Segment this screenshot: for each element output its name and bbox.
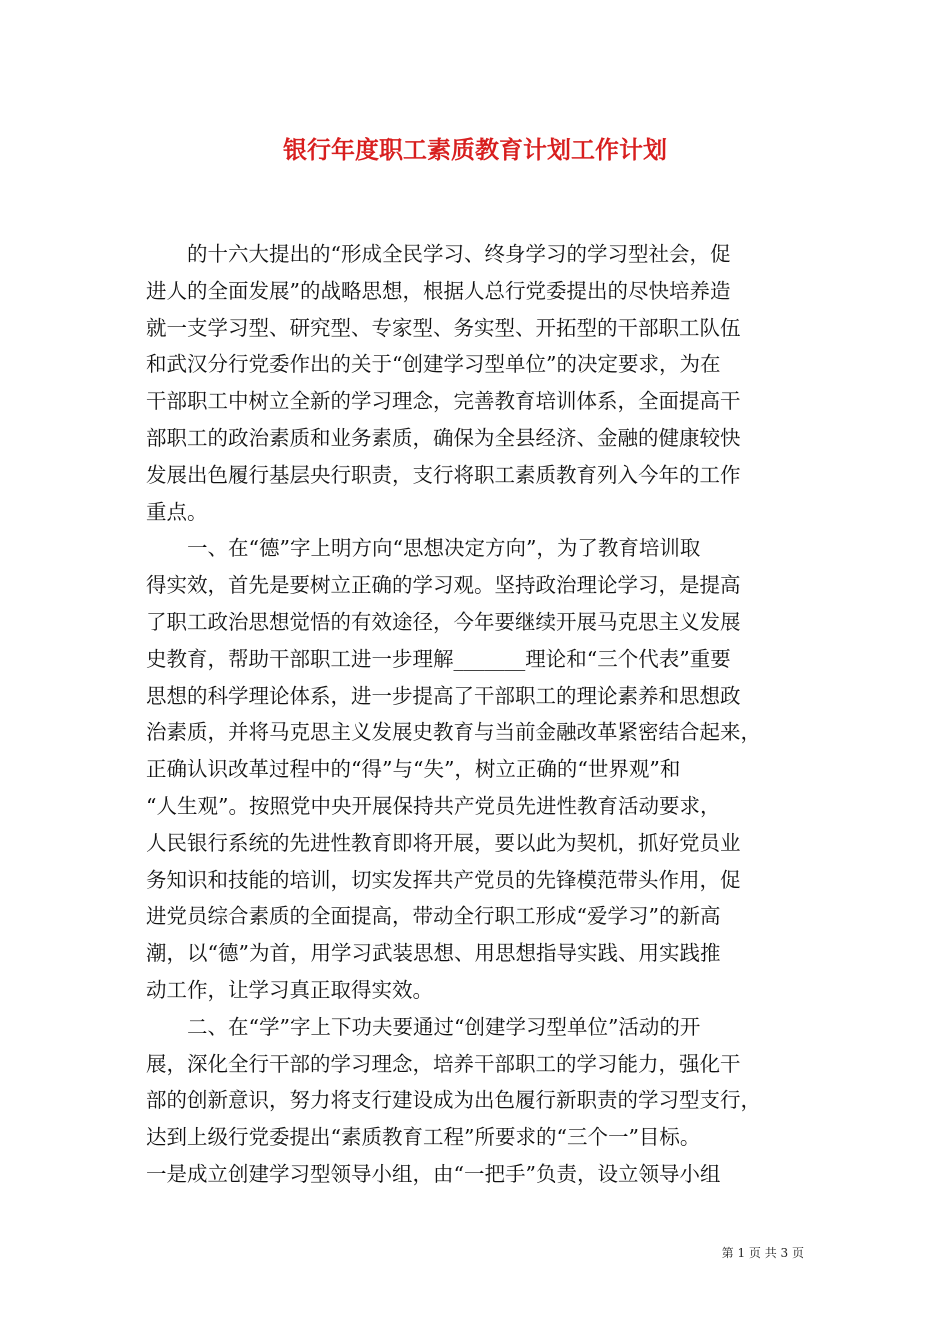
text-line: 就一支学习型、研究型、专家型、务实型、开拓型的干部职工队伍 xyxy=(146,315,741,340)
text-line: 务知识和技能的培训，切实发挥共产党员的先锋模范带头作用，促 xyxy=(146,867,741,892)
text-line: 治素质，并将马克思主义发展史教育与当前金融改革紧密结合起来， xyxy=(146,720,761,745)
text-line: 动工作，让学习真正取得实效。 xyxy=(146,977,433,1002)
text-line: 发展出色履行基层央行职责，支行将职工素质教育列入今年的工作 xyxy=(146,462,741,487)
document-title: 银行年度职工素质教育计划工作计划 xyxy=(283,135,667,164)
text-line: 进人的全面发展”的战略思想，根据人总行党委提出的尽快培养造 xyxy=(146,278,731,303)
text-line: 得实效，首先是要树立正确的学习观。坚持政治理论学习，是提高 xyxy=(146,573,741,598)
text-line: 思想的科学理论体系，进一步提高了干部职工的理论素养和思想政 xyxy=(146,683,741,708)
text-line: 二、在“学”字上下功夫要通过“创建学习型单位”活动的开 xyxy=(146,1014,701,1039)
text-line: 重点。 xyxy=(146,499,208,524)
text-line: 正确认识改革过程中的“得”与“失”，树立正确的“世界观”和 xyxy=(146,757,681,782)
text-line: 部的创新意识，努力将支行建设成为出色履行新职责的学习型支行， xyxy=(146,1088,761,1113)
text-line: 达到上级行党委提出“素质教育工程”所要求的“三个一”目标。 xyxy=(146,1125,701,1150)
text-line: 展，深化全行干部的学习理念，培养干部职工的学习能力，强化干 xyxy=(146,1051,741,1076)
text-line: 一、在“德”字上明方向“思想决定方向”，为了教育培训取 xyxy=(146,536,701,561)
text-line: 一是成立创建学习型领导小组，由“一把手”负责，设立领导小组 xyxy=(146,1161,721,1186)
text-line: 的十六大提出的“形成全民学习、终身学习的学习型社会，促 xyxy=(146,242,731,266)
text-line: 部职工的政治素质和业务素质，确保为全县经济、金融的健康较快 xyxy=(146,425,741,450)
paragraph-1 xyxy=(146,236,811,530)
document-body xyxy=(146,236,811,1193)
text-line: “人生观”。按照党中央开展保持共产党员先进性教育活动要求， xyxy=(146,793,721,818)
page-number: 第 1 页 共 3 页 xyxy=(721,1246,804,1260)
text-line: 潮，以“德”为首，用学习武装思想、用思想指导实践、用实践推 xyxy=(146,941,721,966)
text-line: 了职工政治思想觉悟的有效途径，今年要继续开展马克思主义发展 xyxy=(146,609,741,634)
text-line: 人民银行系统的先进性教育即将开展，要以此为契机，抓好党员业 xyxy=(146,830,741,855)
paragraph-3 xyxy=(146,1009,811,1193)
text-line: 史教育，帮助干部职工进一步理解_______理论和“三个代表”重要 xyxy=(146,646,731,671)
paragraph-2 xyxy=(146,530,811,1008)
text-line: 进党员综合素质的全面提高，带动全行职工形成“爱学习”的新高 xyxy=(146,904,721,929)
text-line: 和武汉分行党委作出的关于“创建学习型单位”的决定要求，为在 xyxy=(146,352,721,377)
text-line: 干部职工中树立全新的学习理念，完善教育培训体系，全面提高干 xyxy=(146,389,741,414)
